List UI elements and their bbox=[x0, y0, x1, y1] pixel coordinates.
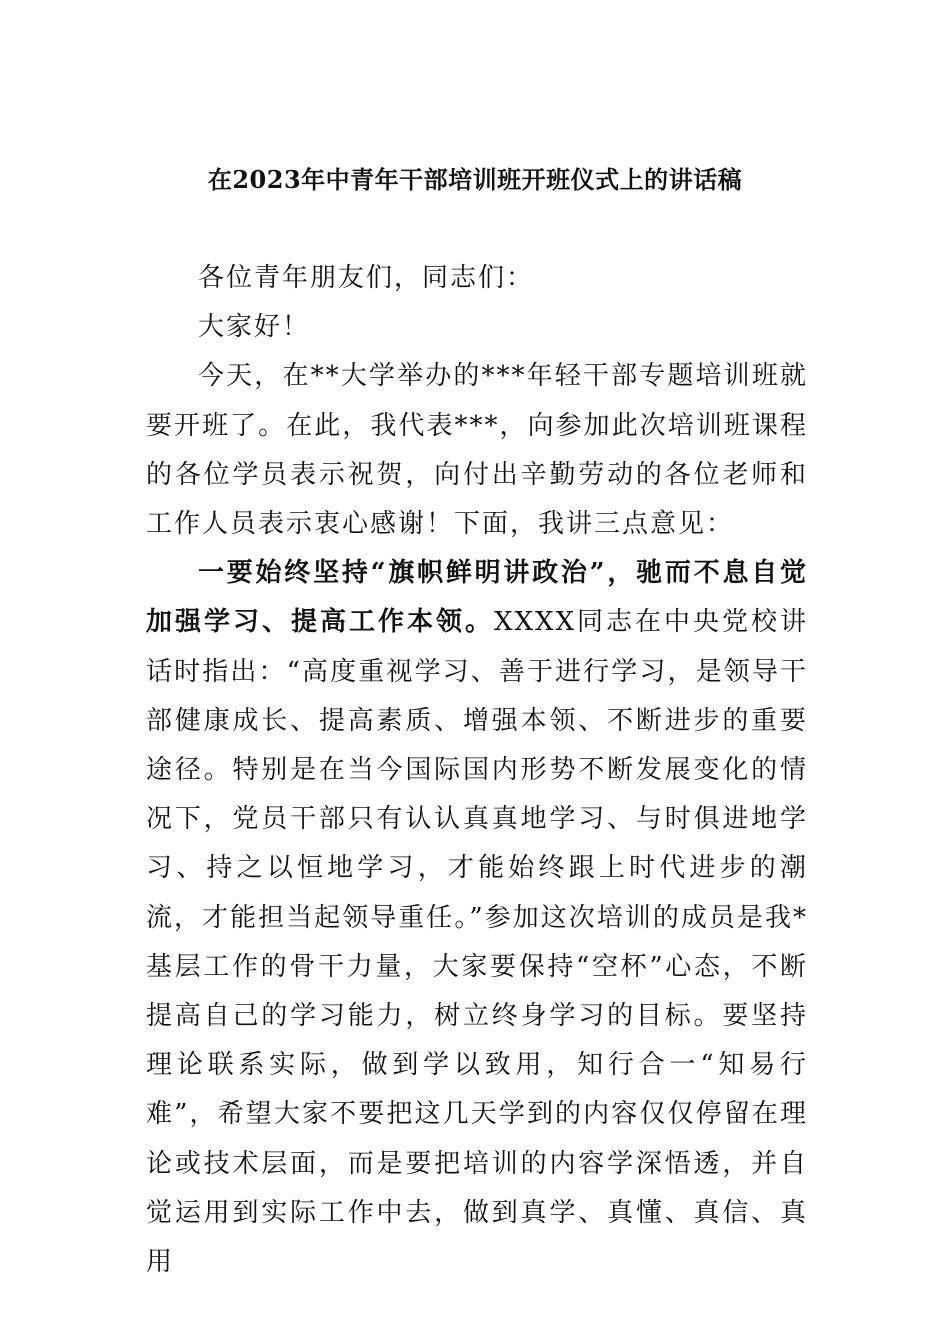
intro-paragraph: 今天，在**大学举办的***年轻干部专题培训班就要开班了。在此，我代表***，向参加此次培训班课程的各位学员表示祝贺，向付出辛勤劳动的各位老师和工作人员表示衷心感谢！下面，我讲三点意见： bbox=[146, 361, 808, 540]
greeting-paragraph: 大家好！ bbox=[198, 312, 311, 343]
document-title: 在2023年中青年干部培训班开班仪式上的讲话稿 bbox=[207, 165, 743, 194]
point-one-paragraph bbox=[146, 549, 808, 1287]
document-body bbox=[146, 254, 808, 1287]
point-one-body: XXXX同志在中央党校讲话时指出：“高度重视学习、善于进行学习，是领导干部健康成长、提高素质、增强本领、不断进步的重要途径。特别是在当今国际国内形势不断发展变化的情况下，党员干部只有认认真真地学习、与时俱进地学习、持之以恒地学习，才能始终跟上时代进步的潮流，才能担当起领导重任。”参加这次培训的成员是我*基层工作的骨干力量，大家要保持“空杯”心态，不断提高自己的学习能力，树立终身学习的目标。要坚持理论联系实际，做到学以致用，知行合一“知易行难”，希望大家不要把这几天学到的内容仅仅停留在理论或技术层面，而是要把培训的内容学深悟透，并自觉运用到实际工作中去，做到真学、真懂、真信、真用 bbox=[146, 607, 808, 1278]
salutation-paragraph: 各位青年朋友们，同志们： bbox=[198, 263, 535, 293]
point-one-heading: 一要始终坚持“旗帜鲜明讲政治”，驰而不息自觉加强学习、提高工作本领。 bbox=[146, 558, 808, 638]
